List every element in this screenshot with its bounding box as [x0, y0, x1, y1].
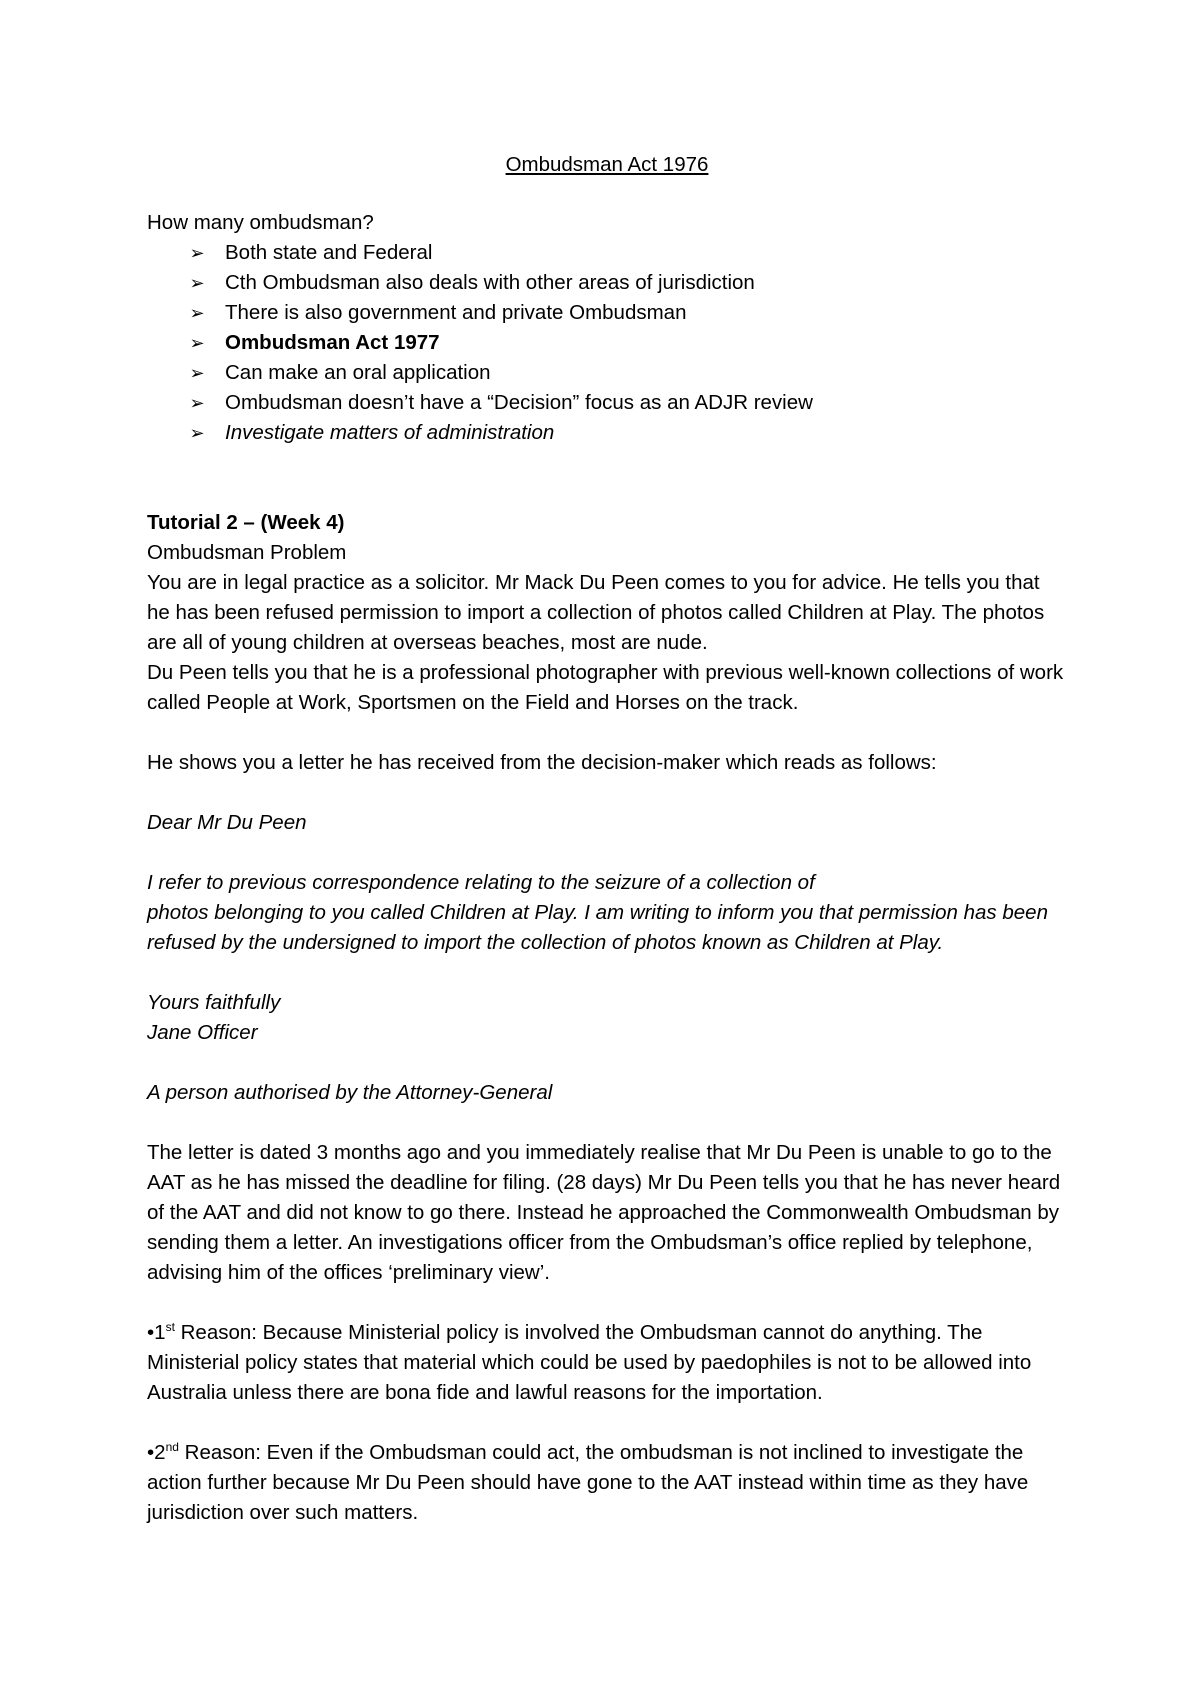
reason-ordinal: st	[165, 1320, 175, 1335]
list-item	[185, 418, 1067, 448]
reason-text: Reason: Even if the Ombudsman could act, the ombudsman is not inclined to investigate the action further because Mr Du Peen should have gone to the AAT instead within time as they have jurisdiction over such matters.	[147, 1441, 1029, 1524]
reason-paragraph	[147, 1438, 1067, 1528]
letter-salutation: Dear Mr Du Peen	[147, 811, 307, 834]
bullet-text: Both state and Federal	[225, 241, 433, 264]
spacer	[147, 1048, 1067, 1078]
spacer	[147, 1108, 1067, 1138]
spacer	[147, 1288, 1067, 1318]
arrow-bullet-icon: ➢	[189, 243, 205, 263]
bullet-text: Ombudsman Act 1977	[225, 331, 440, 354]
document-content	[147, 150, 1067, 1528]
paragraph: You are in legal practice as a solicitor. Mr Mack Du Peen comes to you for advice. He tells you that he has been refused permission to import a collection of photos called Children at Play. The photos are all of young children at overseas beaches, most are nude.	[147, 571, 1045, 654]
spacer	[147, 778, 1067, 808]
tutorial-heading: Tutorial 2 – (Week 4)	[147, 511, 345, 534]
arrow-bullet-icon: ➢	[189, 273, 205, 293]
list-item	[185, 298, 1067, 328]
arrow-bullet-icon: ➢	[189, 423, 205, 443]
reason-paragraph	[147, 1318, 1067, 1408]
problem-heading: Ombudsman Problem	[147, 541, 347, 564]
spacer	[147, 958, 1067, 988]
list-item	[185, 388, 1067, 418]
list-item	[185, 328, 1067, 358]
arrow-bullet-icon: ➢	[189, 363, 205, 383]
list-item	[185, 268, 1067, 298]
reason-number: •2	[147, 1441, 166, 1464]
bullet-text: Ombudsman doesn’t have a “Decision” focus as an ADJR review	[225, 391, 813, 414]
bullet-text: Investigate matters of administration	[225, 421, 555, 444]
spacer	[147, 838, 1067, 868]
bullet-text: Can make an oral application	[225, 361, 491, 384]
document-title: Ombudsman Act 1976	[505, 153, 709, 176]
bullet-text: Cth Ombudsman also deals with other areas of jurisdiction	[225, 271, 755, 294]
reason-text: Reason: Because Ministerial policy is involved the Ombudsman cannot do anything. The Ministerial policy states that material which could be used by paedophiles is not to be allowed into Australia unless there are bona fide and lawful reasons for the importation.	[147, 1321, 1032, 1404]
bullet-text: There is also government and private Ombudsman	[225, 301, 687, 324]
list-item	[185, 238, 1067, 268]
reason-number: •1	[147, 1321, 166, 1344]
spacer	[147, 1408, 1067, 1438]
spacer	[147, 718, 1067, 748]
reason-ordinal: nd	[165, 1440, 179, 1455]
letter-authority: A person authorised by the Attorney-General	[147, 1081, 553, 1104]
letter-body: photos belonging to you called Children at Play. I am writing to inform you that permission has been refused by the undersigned to import the collection of photos known as Children at Play.	[147, 901, 1048, 954]
letter-signer: Jane Officer	[147, 1021, 258, 1044]
arrow-bullet-icon: ➢	[189, 393, 205, 413]
spacer	[147, 448, 1067, 508]
question-text: How many ombudsman?	[147, 211, 374, 234]
paragraph: The letter is dated 3 months ago and you immediately realise that Mr Du Peen is unable to go to the AAT as he has missed the deadline for filing. (28 days) Mr Du Peen tells you that he has never heard of the AAT and did not know to go there. Instead he approached the Commonwealth Ombudsman by sending them a letter. An investigations officer from the Ombudsman’s office replied by telephone, advising him of the offices ‘preliminary view’.	[147, 1141, 1061, 1284]
paragraph: He shows you a letter he has received from the decision-maker which reads as follows:	[147, 751, 937, 774]
arrow-bullet-icon: ➢	[189, 333, 205, 353]
bullet-list	[147, 238, 1067, 448]
arrow-bullet-icon: ➢	[189, 303, 205, 323]
paragraph: Du Peen tells you that he is a professional photographer with previous well-known collections of work called People at Work, Sportsmen on the Field and Horses on the track.	[147, 661, 1064, 714]
letter-body-line: I refer to previous correspondence relating to the seizure of a collection of	[147, 871, 815, 894]
letter-closing: Yours faithfully	[147, 991, 281, 1014]
list-item	[185, 358, 1067, 388]
